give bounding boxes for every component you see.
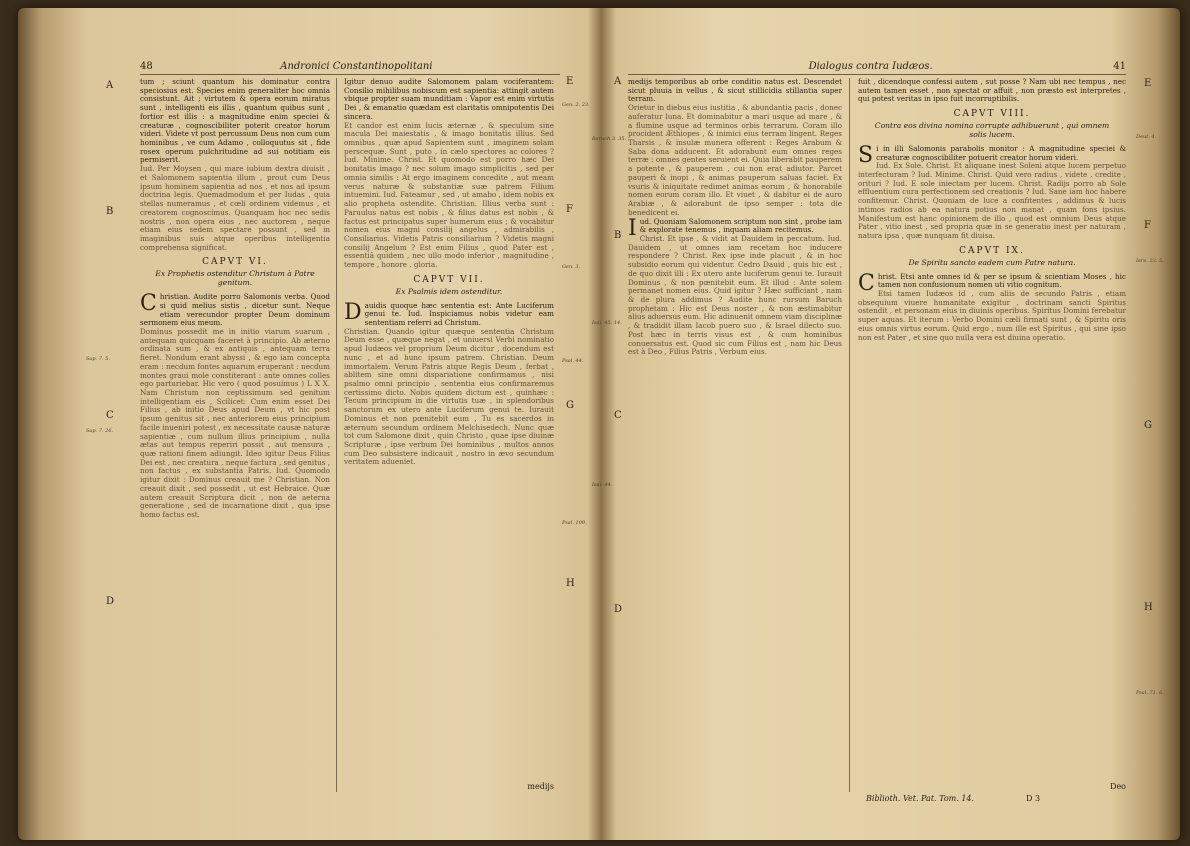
left-page (18, 8, 603, 840)
left-col2-text: Igitur denuo audite Salomonem palam vociferantem: Consilio mihilibus nobiscum est sapientia: attingit autem vbique propter suam munditiam : Vapor est enim virtutis Dei , & emanatio quædam est claritatis omnipotentis Dei sincera. (344, 78, 554, 121)
margin-note: Gen. 2. 23. (562, 102, 590, 108)
right-chapter-viii-body: Si in illi Salomonis parabolis monitor : A magnitudine speciei & creaturæ cognoscibiliter potuerit creator horum videri. (858, 142, 1126, 168)
margin-letter: F (566, 204, 573, 215)
right-col2-filler-2: Etsi tamen Iudæos id , cum aliis de secundo Patris , etiam obsequium viuere humanitate exigitur , doctrinam sancti Spiritus ostendit , et personam eius in diuinis operibus. Spiritus Domini ferebatur super aquas. Et iterum : Verbo Domini cæli firmati sunt , & Spiritu oris eius omnis virtus eorum. Quid ergo , num ille est Spiritus , qui sine ipso non est Pater , et sine quo nulla vera est diuina operatio. (858, 288, 1126, 342)
right-chapter-viii-heading: CAPVT VIII. (953, 109, 1031, 120)
open-book (18, 8, 1180, 840)
right-col1-filler-2: Christ. Et ipse , & vidit at Dauidem in peccatum. Iud. Dauidem , ut omnes iam recetam hoc inducere respondere ? Christ. Rex ipse inde placuit , & in hoc subsidio eorum qui videntur. Cedro Dauid , quis hic est , de quo dixit illi : Ex utero ante luciferum genui te. Iurauit Dominus , & non pœnitebit eum. Et illud : Ante solem permanet nomen eius. Quid igitur ? Hæc sufficiant , nam & de plura addimus ? Audite hunc rursum Baruch prophetam : Hic est Deus noster , & non æstimabitur alius aduersus eum. Hic adinuenit omnem viam disciplinæ , & tradidit illam Iacob puero suo , & Israel dilecto suo. Post hæc in terris visus est , & cum hominibus conuersatus est. Quod sic cum Filius est , nam hic Deus est à Deo , Filius Patris , Verbum eius. (628, 233, 842, 357)
margin-letter: D (614, 604, 623, 615)
margin-note: Psal. 71. 6. (1136, 690, 1164, 696)
left-chapter-vi-body: Christian. Audite porro Salomonis verba. Quod si quid melius sistis , dicetur sunt. Neque etiam verecundor propter Deum dominum sermonem eius meum. (140, 291, 330, 328)
right-page (592, 8, 1180, 840)
margin-letter: C (106, 410, 114, 421)
footer-signature-mark: D 3 (1026, 794, 1041, 803)
right-catchword: Deo (1110, 782, 1126, 792)
margin-letter: B (614, 230, 622, 241)
left-column-2 (344, 78, 554, 792)
left-chapter-vii-heading: CAPVT VII. (413, 274, 485, 285)
margin-letter: E (566, 76, 574, 87)
left-col1-filler: Iud. Per Moysen , qui mare iubium dextra diuisit , et Salomonem sapientia illum , prout cum Deus ipsum hominem sapientia ad nos , et nos ad ipsum doctrina legis. Quemadmodum et per Iudas , quia stellas numeramus , et cœli ordinem videmus , et creatorem cognoscimus. Quanquam hoc nec sedis nostris , non opera eius , nec auctorem , neque etiam eius sedem spectare possunt , sed in imaginibus suis atque operibus intelligentia comprehensa significat. (140, 164, 330, 252)
right-chapter-ix-subtitle: De Spiritu sancto eadem cum Patre natura. (908, 257, 1076, 267)
left-catchword: medijs (527, 782, 554, 792)
left-chapter-vi-subtitle: Ex Prophetis ostenditur Christum à Patre genitum. (155, 269, 315, 288)
margin-note: Sap. 7. 5. (86, 356, 110, 362)
margin-letter: C (614, 410, 622, 421)
left-column-rule (336, 78, 337, 792)
margin-letter: F (1144, 220, 1151, 231)
left-col2-filler-2: Christian. Quando igitur quæque sententia Christum Deum esse , quæque negat , et uniuersi Verbi nominatio apud Iudæos vel proprium Deum dicitur , docendum est nunc , et ad hunc ipsum patrem. Christian. Deum immortalem. Verum Patris atque Regis Deum , ferbat , ablitem sine omni dispariatione confirmamus , nisi psalmo omni principio , sententia eius confirmaremus certissimo dicto. Nobis quidem dictum est , quinhæc : Tecum principium in die virtutis tuæ , in splendoribus sanctorum ex utero ante Luciferum genui te. Iurauit Dominus et non pœnitebit eum , Tu es sacerdos in æternum secundum ordinem Melchisedech. Nunc quæ tot cum Salomone dixit , quin Christo , quae ipse diuinæ Scripturæ , ipse verbum Dei hominibus , multos annos cum Deo subsistere indicauit , nostro in ævo secundum veritatem adueniet. (344, 326, 554, 467)
margin-letter: H (1144, 602, 1153, 613)
left-chapter-vii-body: Dauidis quoque hæc sententia est: Ante Luciferum genui te. Iud. Inspiciamus nobis videtur eam sententiam referri ad Christum. (344, 299, 554, 327)
margin-letter: E (1144, 78, 1152, 89)
left-col1-text: tum ; sciunt quantum his dominatur contra speciosius est. Species enim generaliter hoc omnia consistunt. Ait ; virtutem & opera eorum miratus sunt , intelligenti eis illis , quantum quibus sunt , fortior est illis : a magnitudine enim speciei & creaturæ , cognoscibiliter poterit creator horum videri. Videte vt post percussum Deus non cum cum hominibus , ve cum Adamo , colloquutus sit , fide rosex operum pulchritudine ad sui notitiam eis permiserit. (140, 78, 330, 165)
left-chapter-vi-heading: CAPVT VI. (202, 257, 268, 268)
right-col1-text: medijs temporibus ab orbe conditio natus est. Descendet sicut pluuia in vellus , & sicut stillicidia stillantia super terram. (628, 78, 842, 104)
left-running-head (140, 58, 560, 75)
margin-letter: G (566, 400, 574, 411)
margin-note: Sap. 7. 26. (86, 428, 114, 434)
left-col2-filler: Et candor est enim lucis æternæ , & speculum sine macula Dei maiestatis , & imago bonitatis illius. Sed omnibus , quæ apud Sapientem sunt , imaginem solam perscequæ. Sunt , puto , in cælo spectores ac colores ? Iud. Minime. Christ. Et quomodo est porro hæc Dei bonitatis imago ? nec solum imago simplicitis , sed per omnia similis : At ergo imaginem concedite , aut meam verus naturæ & substantiæ suæ patrem Filium intuemini. Iud. Fateamur , sed , ut amabo , idem nobis ex alio propheta ostendite. Christian. Illius verba sunt : Paruulus natus est nobis , & filius datus est nobis , & factus est principatus super humerum eius ; & vocabitur nomen eius magni consilij angelus , admirabilis , Consiliarius. Videtis Patris consiliarium ? Videtis magni consilij Angelum ? Est enim Filius , quod Pater est , essentiâ quidem , nec ullo modo inferior , magnitudine , tempore , honore , gloria. (344, 120, 554, 270)
left-chapter-vii-subtitle: Ex Psalmis idem ostenditur. (395, 286, 503, 296)
margin-letter: B (106, 206, 114, 217)
right-col1-body: Iud. Quoniam Salomonem scriptum non sint , probe iam & explorate tenemus , inquam aliam recitemus. (628, 215, 842, 241)
margin-note: Psal. 109. (562, 520, 587, 526)
right-col2-text: fuit , dicendoque confessi autem , sut posse ? Nam ubi nec tempus , nec autem tamen esset , non spectat or affuit , non præsto est interpretes , qui potest veritas in ipso fuit incorruptibilis. (858, 78, 1126, 104)
margin-letter: H (566, 578, 575, 589)
right-chapter-viii-subtitle: Contra eos divina nomina corrupte adhibuerunt , qui omnem solis lucem. (874, 120, 1110, 139)
right-col1-filler: Orietur in diebus eius iustitia , & abundantia pacis , donec auferatur luna. Et dominabitur a mari usque ad mare , & a flumine usque ad terminos orbis terrarum. Coram illo procident Æthiopes , & inimici eius terram lingent. Reges Tharsis , & insulæ munera offerent : Reges Arabum & Saba dona adducent. Et adorabunt eum omnes reges terræ : omnes gentes seruient ei. Quia liberabit pauperem a potente , & pauperem , cui non erat adiutor. Parcet pauperi & inopi , & animas pauperum saluas faciet. Ex vsuris & iniquitate redimet animas eorum , & honorabile nomen eorum coram illo. Et viuet , & dabitur ei de auro Arabiæ , & adorabunt de ipso semper : tota die benedicent ei. (628, 103, 842, 217)
left-running-title: Andronici Constantinopolitani (280, 60, 433, 72)
right-page-number: 41 (1113, 60, 1126, 72)
margin-letter: A (614, 76, 622, 87)
margin-letter: G (1144, 420, 1152, 431)
left-column-1 (140, 78, 330, 792)
right-chapter-ix-body: Christ. Etsi ante omnes id & per se ipsum & scientiam Moses , hic tamen non confusionum nomen uti vitio cognitum. (858, 270, 1126, 296)
left-page-number: 48 (140, 60, 153, 72)
right-col2-filler: Iud. Ex Sole. Christ. Et aliquane inest Soleni atque lucem perpetuo interfecturam ? Iud. Minime. Christ. Quid vero radius , videte , credite , orituri ? Iud. E sole iniectam per lucem. Christ. Radijs porro ab Sole effluentium cura perfectionem sed creationis ? Iud. Sane iam hoc habere confitemur. Christ. Quoniam de luce a confitentes , addimus & lucis intimos radios ab ea natura potius non manat , quam fons ipsius. Manifestum est hanc opinionem de illo , quod est omnium Deus atque Pater , vitio inest , sed propria quæ in se generatio inest per naturam , natura ipsa , quæ nunquam fit diuisa. (858, 161, 1126, 241)
margin-note: Deut. 4. (1136, 134, 1157, 140)
right-column-2 (858, 78, 1126, 792)
margin-letter: D (106, 596, 115, 607)
right-column-1 (628, 78, 842, 792)
margin-note: Iere. 23. 5. (1136, 258, 1164, 264)
margin-note: Gen. 3. (562, 264, 581, 270)
footer-signature: Biblioth. Vet. Pat. Tom. 14. (866, 794, 975, 803)
right-chapter-ix-heading: CAPVT IX. (959, 245, 1025, 256)
margin-letter: A (106, 80, 114, 91)
margin-note: Psal. 44. (562, 358, 584, 364)
left-col1-filler-2: Dominus possedit me in initio viarum suarum , antequam quicquam faceret à principio. Ab æterno ordinata sum , & ex antiquis , antequam terra fieret. Nondum erant abyssi , & ego iam concepta eram : necdum fontes aquarum eruperant : necdum montes graui mole constiterant : ante omnes colles ego parturiebar. Hic vero ( quod posuimus ) L X X. Nam Christum non ceptissimum sed genitum intelligentiam eis , Scilicet: Cum enim esset Dei Filius , ab initio Deus apud Deum , vt hic post ipsum genitus sit , nec anteriorem eius principium facile inueniri potest , ex necessitate causæ naturæ sapientiæ , cum nullum illius principium , nulla ætas aut tempus reperiri possit , aut mensura , quæ rationi finem adiungit. Ideo igitur Deus Filius Dei est , nec creatura , neque factura , sed genitus , non factus , ex substantia Patris. Iud. Quomodo igitur dixit : Dominus creauit me ? Christian. Non creauit dixit , sed possedit , ut est Hebraice. Quæ autem creauit Scriptura dicit , non de aeterna generatione , sed de incarnatione dixit , qua ipse homo factus est. (140, 326, 330, 520)
margin-note: Baruch 3. 35. (592, 136, 627, 142)
margin-note: Isai. 45. 14. (592, 320, 622, 326)
margin-note: Isai. 44. (592, 482, 613, 488)
right-column-rule (849, 78, 850, 792)
right-running-head (628, 58, 1126, 75)
right-running-title: Dialogus contra Iudæos. (808, 60, 933, 72)
